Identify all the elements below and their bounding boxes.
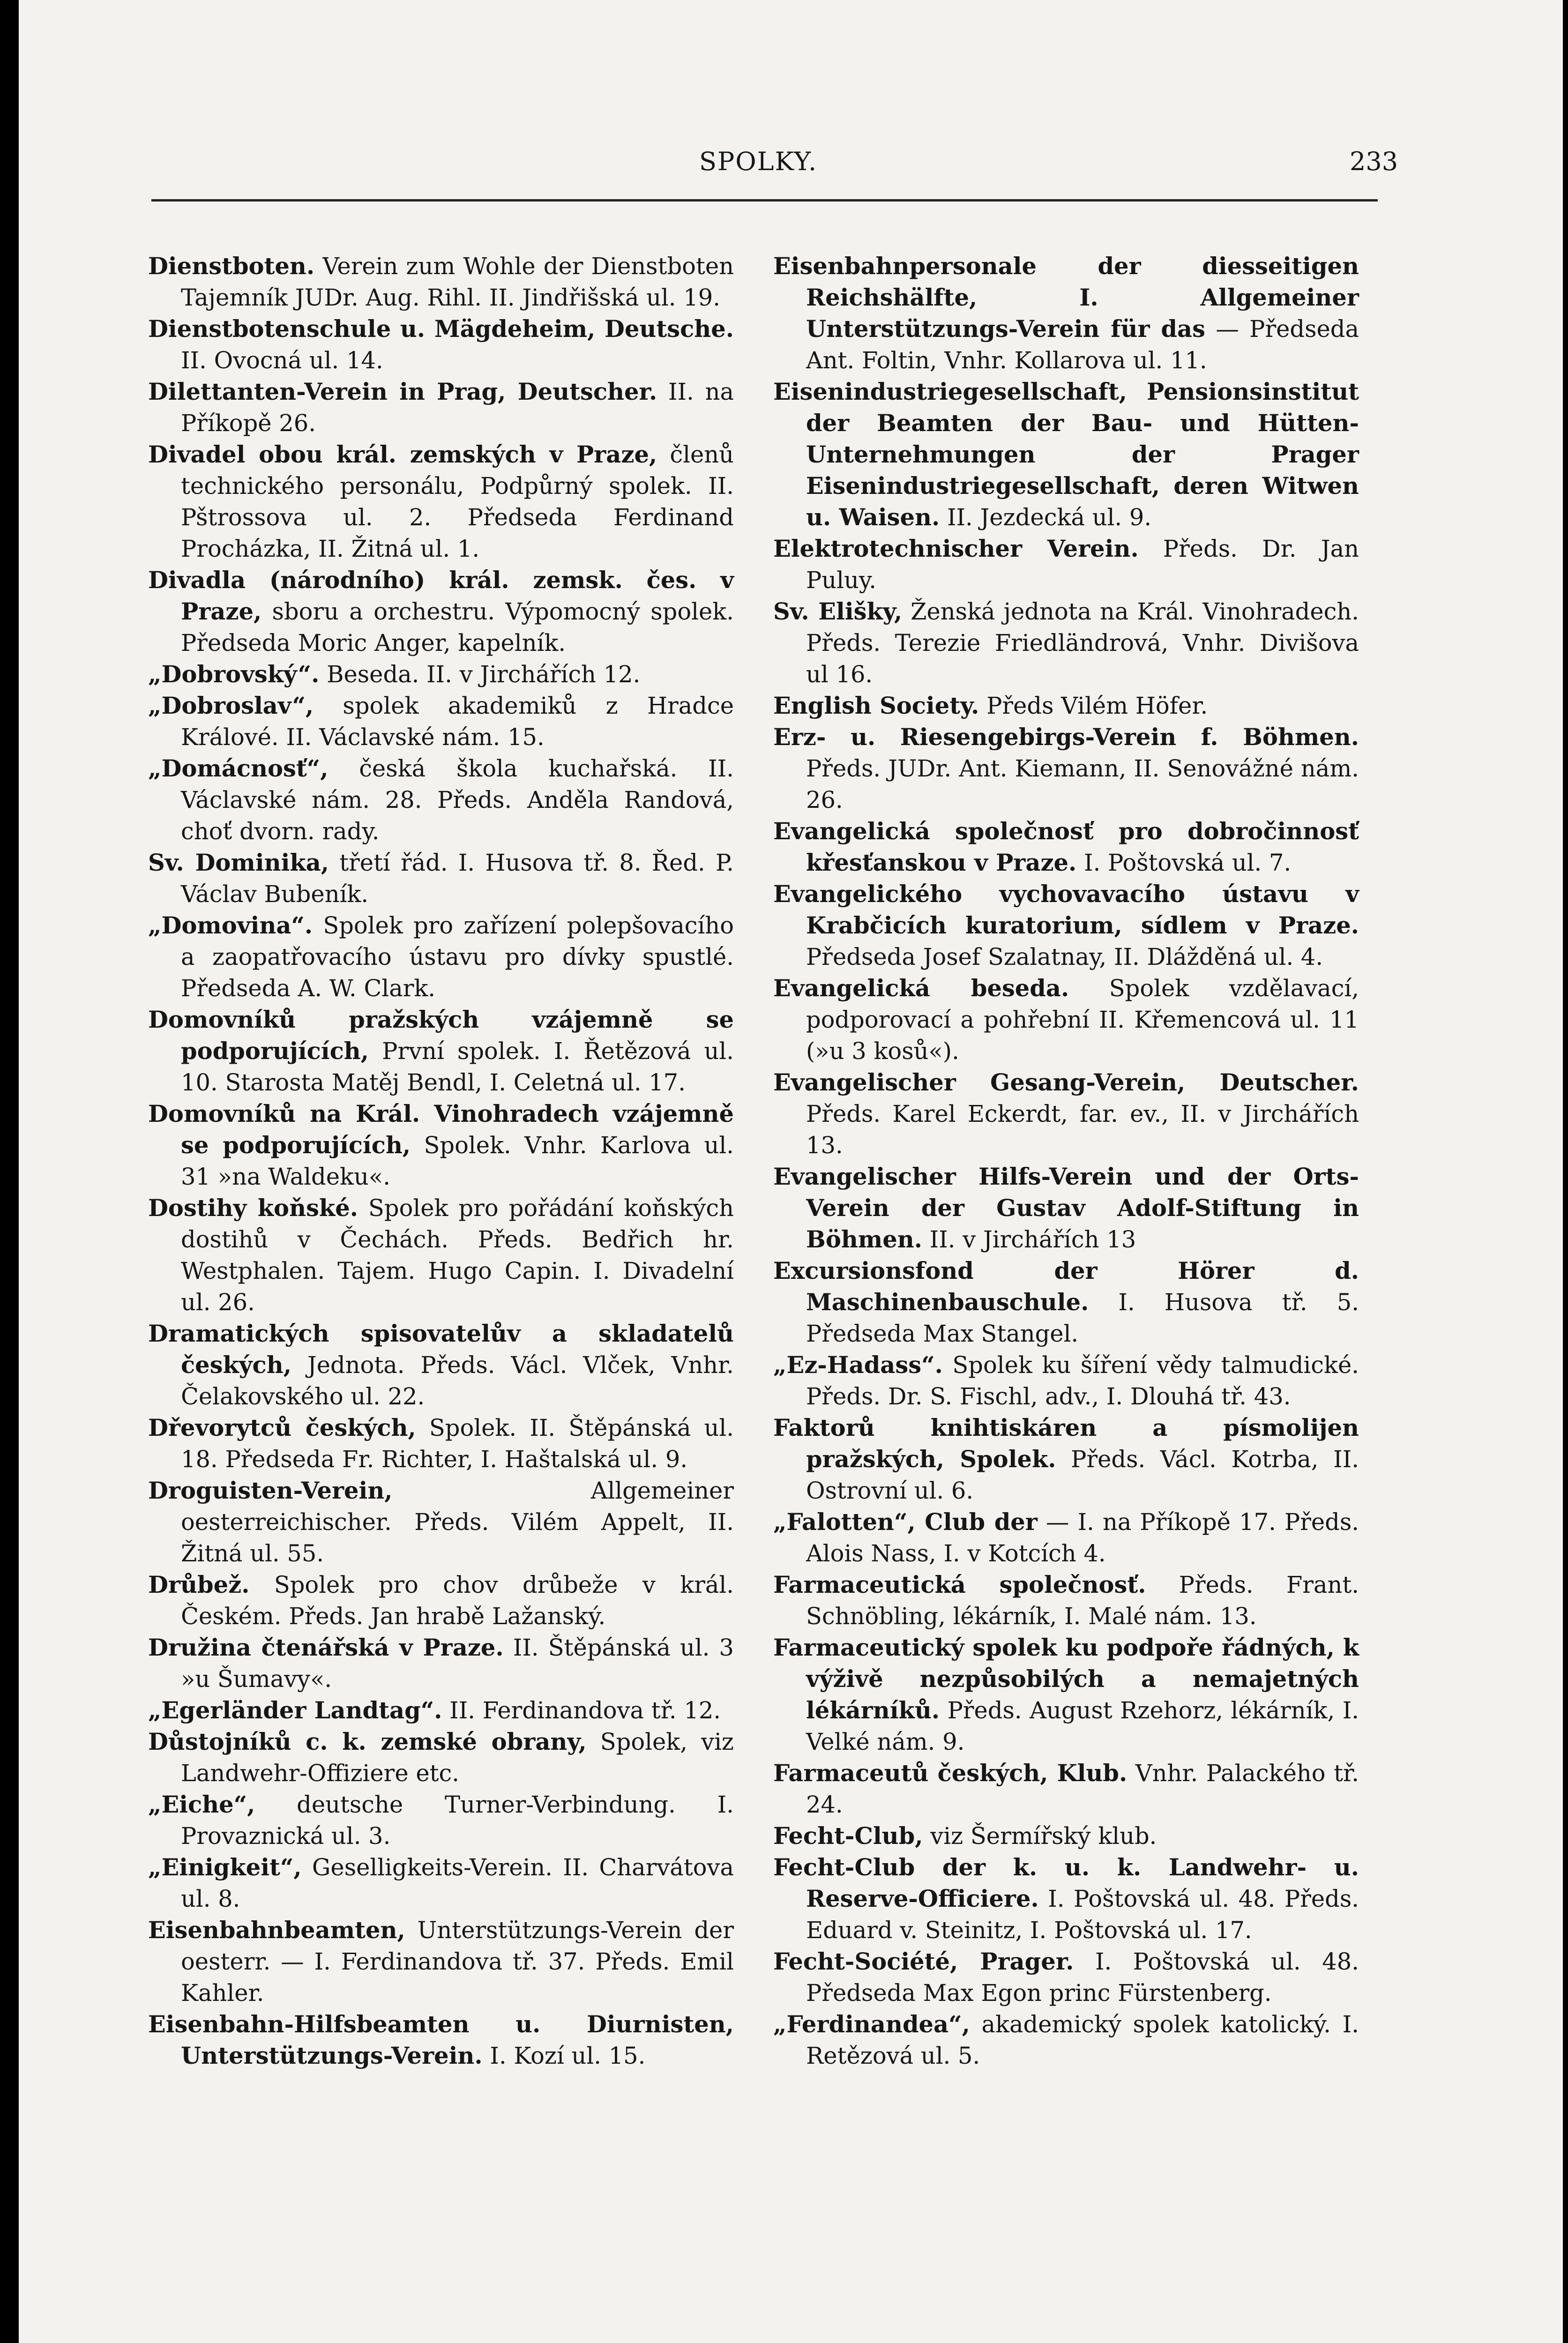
directory-entry bbox=[148, 1193, 734, 1318]
entry-heading: Excursionsfond der Hörer d. Maschinenbauschule. bbox=[773, 1257, 1359, 1316]
directory-entry bbox=[148, 1726, 734, 1789]
entry-heading: Domovníků na Král. Vinohradech vzájemně se podporujících, bbox=[148, 1100, 734, 1159]
entry-text: Allgemeiner oesterreichischer. Předs. Vilém Appelt, II. Žitná ul. 55. bbox=[181, 1477, 734, 1567]
entry-text: I. Kozí ul. 15. bbox=[482, 2042, 646, 2069]
entry-text: Spolek vzdělavací, podporovací a pohřební II. Křemencová ul. 11 (»u 3 kosů«). bbox=[806, 975, 1359, 1065]
entry-heading: Eisenbahnpersonale der diesseitigen Reichshälfte, I. Allgemeiner Unterstützungs-Verein für das bbox=[773, 253, 1359, 343]
entry-heading: Farmaceutická společnosť. bbox=[773, 1571, 1146, 1598]
directory-entry bbox=[148, 1412, 734, 1475]
entry-text: spolek akademiků z Hradce Králové. II. Václavské nám. 15. bbox=[181, 692, 734, 751]
directory-entry bbox=[773, 533, 1359, 596]
entry-heading: Faktorů knihtiskáren a písmolijen pražských, Spolek. bbox=[773, 1414, 1359, 1473]
entry-heading: Dilettanten-Verein in Prag, Deutscher. bbox=[148, 378, 657, 405]
entry-text: První spolek. I. Řetězová ul. 10. Starosta Matěj Bendl, I. Celetná ul. 17. bbox=[181, 1037, 734, 1096]
directory-entry bbox=[148, 1852, 734, 1915]
directory-entry bbox=[773, 1821, 1359, 1852]
entry-text: viz Šermířský klub. bbox=[923, 1822, 1157, 1850]
entry-heading: Farmaceutický spolek ku podpoře řádných, k výživě nezpůsobilých a nemajetných lékárníků. bbox=[773, 1634, 1359, 1724]
directory-entry bbox=[148, 1098, 734, 1193]
entry-text: členů technického personálu, Podpůrný spolek. II. Pštrossova ul. 2. Předseda Ferdinand Procházka, II. Žitná ul. 1. bbox=[181, 441, 734, 562]
entry-heading: Dramatických spisovatelův a skladatelů českých, bbox=[148, 1320, 734, 1379]
entry-heading: Dienstbotenschule u. Mägdeheim, Deutsche. bbox=[148, 315, 734, 343]
entry-text: Geselligkeits-Verein. II. Charvátova ul. 8. bbox=[181, 1854, 734, 1912]
directory-entry bbox=[148, 2009, 734, 2072]
entry-text: — Předseda Ant. Foltin, Vnhr. Kollarova ul. 11. bbox=[806, 315, 1359, 374]
directory-entry bbox=[773, 1758, 1359, 1821]
entry-heading: „Eiche“, bbox=[148, 1791, 255, 1818]
entry-text: Spolek. Vnhr. Karlova ul. 31 »na Waldeku«. bbox=[181, 1132, 734, 1190]
entry-heading: Sv. Elišky, bbox=[773, 598, 903, 625]
entry-heading: Evangelická společnosť pro dobročinnosť křesťanskou v Praze. bbox=[773, 818, 1359, 876]
entry-text: II. na Příkopě 26. bbox=[181, 378, 734, 437]
entry-text: Spolek pro zařízení polepšovacího a zaopatřovacího ústavu pro dívky spustlé. Předseda A. W. Clark. bbox=[181, 912, 734, 1002]
directory-entry bbox=[148, 910, 734, 1004]
entry-text: Spolek ku šíření vědy talmudické. Předs. Dr. S. Fischl, adv., I. Dlouhá tř. 43. bbox=[806, 1351, 1359, 1410]
directory-entry bbox=[148, 753, 734, 847]
page-number: 233 bbox=[1350, 147, 1398, 176]
directory-entry bbox=[148, 1632, 734, 1695]
directory-entry bbox=[773, 1569, 1359, 1632]
directory-entry bbox=[773, 1946, 1359, 2009]
entry-heading: Evangelischer Gesang-Verein, Deutscher. bbox=[773, 1069, 1359, 1096]
directory-entry bbox=[148, 1004, 734, 1098]
entry-heading: Dienstboten. bbox=[148, 253, 315, 280]
entry-text: Předseda Josef Szalatnay, II. Dlážděná ul. 4. bbox=[806, 943, 1323, 970]
entry-text: Unterstützungs-Verein der oesterr. — I. Ferdinandova tř. 37. Předs. Emil Kahler. bbox=[181, 1917, 734, 2007]
directory-entry bbox=[773, 1255, 1359, 1350]
entry-text: česká škola kuchařská. II. Václavské nám. 28. Předs. Anděla Randová, choť dvorn. rady. bbox=[181, 755, 734, 845]
entry-heading: Fecht-Club, bbox=[773, 1822, 923, 1850]
entry-text: I. Husova tř. 5. Předseda Max Stangel. bbox=[806, 1289, 1359, 1347]
entry-text: II. v Jirchářích 13 bbox=[922, 1226, 1136, 1253]
entry-heading: „Domovina“. bbox=[148, 912, 313, 939]
entry-heading: Elektrotechnischer Verein. bbox=[773, 535, 1139, 562]
directory-entry bbox=[148, 847, 734, 910]
directory-entry bbox=[148, 659, 734, 690]
entry-text: Spolek, viz Landwehr-Offiziere etc. bbox=[181, 1728, 734, 1787]
entry-heading: „Dobroslav“, bbox=[148, 692, 314, 719]
entry-heading: Erz- u. Riesengebirgs-Verein f. Böhmen. bbox=[773, 724, 1359, 751]
running-title: SPOLKY. bbox=[699, 147, 818, 176]
entry-heading: Divadla (národního) král. zemsk. čes. v Praze, bbox=[148, 567, 734, 625]
entry-text: Předs. Dr. Jan Puluy. bbox=[806, 535, 1359, 594]
entry-text: I. Poštovská ul. 48. Předseda Max Egon princ Fürstenberg. bbox=[806, 1948, 1359, 2007]
directory-entry bbox=[773, 690, 1359, 722]
entry-heading: Družina čtenářská v Praze. bbox=[148, 1634, 504, 1661]
directory-entry bbox=[148, 1695, 734, 1726]
entry-heading: Eisenbahn-Hilfsbeamten u. Diurnisten, Unterstützungs-Verein. bbox=[148, 2011, 734, 2069]
directory-entry bbox=[148, 251, 734, 313]
entry-heading: Domovníků pražských vzájemně se podporujících, bbox=[148, 1006, 734, 1065]
directory-entry bbox=[773, 1632, 1359, 1758]
directory-entry bbox=[773, 1161, 1359, 1255]
directory-entry bbox=[773, 722, 1359, 816]
directory-entry bbox=[148, 1569, 734, 1632]
entry-heading: „Domácnosť“, bbox=[148, 755, 329, 782]
entry-text: Spolek. II. Štěpánská ul. 18. Předseda Fr. Richter, I. Haštalská ul. 9. bbox=[181, 1414, 734, 1473]
directory-entry bbox=[148, 1915, 734, 2009]
entry-text: Beseda. II. v Jirchářích 12. bbox=[319, 661, 641, 688]
directory-entry bbox=[773, 879, 1359, 973]
entry-heading: Evangelická beseda. bbox=[773, 975, 1069, 1002]
entry-text: Ženská jednota na Král. Vinohradech. Předs. Terezie Friedländrová, Vnhr. Divišova ul 16. bbox=[806, 598, 1359, 688]
entry-text: sboru a orchestru. Výpomocný spolek. Předseda Moric Anger, kapelník. bbox=[181, 598, 734, 657]
directory-entry bbox=[773, 816, 1359, 879]
entry-text: akademický spolek katolický. I. Retězová ul. 5. bbox=[806, 2011, 1359, 2069]
entry-text: Spolek pro pořádání koňských dostihů v Čechách. Předs. Bedřich hr. Westphalen. Tajem. Hugo Capin. I. Divadelní ul. 26. bbox=[181, 1194, 734, 1316]
header-rule bbox=[151, 199, 1378, 201]
left-column bbox=[148, 251, 734, 2072]
directory-entry bbox=[773, 1412, 1359, 1507]
directory-entry bbox=[773, 251, 1359, 376]
entry-text: Předs. Karel Eckerdt, far. ev., II. v Jirchářích 13. bbox=[806, 1100, 1359, 1159]
entry-text: Jednota. Předs. Václ. Vlček, Vnhr. Čelakovského ul. 22. bbox=[181, 1351, 734, 1410]
entry-heading: Fecht-Club der k. u. k. Landwehr- u. Reserve-Officiere. bbox=[773, 1854, 1359, 1912]
entry-heading: Sv. Dominika, bbox=[148, 849, 329, 876]
entry-text: třetí řád. I. Husova tř. 8. Řed. P. Václav Bubeník. bbox=[181, 849, 734, 908]
page-header bbox=[19, 143, 1563, 180]
entry-text: Předs. August Rzehorz, lékárník, I. Velké nám. 9. bbox=[806, 1697, 1359, 1755]
directory-entry bbox=[773, 596, 1359, 690]
entry-text: I. Poštovská ul. 7. bbox=[1076, 849, 1292, 876]
entry-heading: „Egerländer Landtag“. bbox=[148, 1697, 442, 1724]
directory-entry bbox=[773, 1852, 1359, 1946]
entry-heading: Dřevorytců českých, bbox=[148, 1414, 416, 1441]
directory-entry bbox=[773, 1067, 1359, 1161]
directory-entry bbox=[148, 439, 734, 565]
entry-heading: Důstojníků c. k. zemské obrany, bbox=[148, 1728, 587, 1755]
directory-entry bbox=[773, 2009, 1359, 2072]
entry-heading: Evangelischer Hilfs-Verein und der Orts-Verein der Gustav Adolf-Stiftung in Böhmen. bbox=[773, 1163, 1359, 1253]
directory-entry bbox=[148, 565, 734, 659]
entry-text: Vnhr. Palackého tř. 24. bbox=[806, 1760, 1359, 1818]
entry-heading: English Society. bbox=[773, 692, 979, 719]
entry-text: Předs. JUDr. Ant. Kiemann, II. Senovážné nám. 26. bbox=[806, 755, 1359, 813]
entry-heading: „Einigkeit“, bbox=[148, 1854, 302, 1881]
entry-heading: Dostihy koňské. bbox=[148, 1194, 358, 1222]
entry-heading: „Ferdinandea“, bbox=[773, 2011, 970, 2038]
entry-text: II. Štěpánská ul. 3 »u Šumavy«. bbox=[181, 1634, 734, 1693]
entry-text: I. Poštovská ul. 48. Předs. Eduard v. Steinitz, I. Poštovská ul. 17. bbox=[806, 1885, 1359, 1944]
entry-text: II. Ovocná ul. 14. bbox=[181, 347, 383, 374]
directory-entry bbox=[148, 690, 734, 753]
entry-heading: „Dobrovský“. bbox=[148, 661, 320, 688]
entry-text: Předs Vilém Höfer. bbox=[979, 692, 1208, 719]
right-column bbox=[773, 251, 1359, 2072]
entry-heading: Drůbež. bbox=[148, 1571, 250, 1598]
entry-heading: Evangelického vychovavacího ústavu v Krabčicích kuratorium, sídlem v Praze. bbox=[773, 880, 1359, 939]
directory-entry bbox=[773, 1507, 1359, 1569]
entry-heading: Divadel obou král. zemských v Praze, bbox=[148, 441, 657, 468]
entry-heading: Eisenbahnbeamten, bbox=[148, 1917, 405, 1944]
directory-entry bbox=[148, 1789, 734, 1852]
entry-heading: „Ez-Hadass“. bbox=[773, 1351, 943, 1379]
entry-text: Předs. Václ. Kotrba, II. Ostrovní ul. 6. bbox=[806, 1446, 1359, 1504]
entry-heading: „Falotten“, Club der bbox=[773, 1508, 1038, 1536]
entry-text: deutsche Turner-Verbindung. I. Provaznická ul. 3. bbox=[181, 1791, 734, 1850]
entry-text: II. Ferdinandova tř. 12. bbox=[442, 1697, 721, 1724]
directory-entry bbox=[773, 1350, 1359, 1412]
entry-text: Předs. Frant. Schnöbling, lékárník, I. Malé nám. 13. bbox=[806, 1571, 1359, 1630]
entry-heading: Farmaceutů českých, Klub. bbox=[773, 1760, 1127, 1787]
directory-entry bbox=[148, 1318, 734, 1412]
entry-text: Verein zum Wohle der Dienstboten Tajemník JUDr. Aug. Rihl. II. Jindřišská ul. 19. bbox=[181, 253, 734, 311]
entry-text: II. Jezdecká ul. 9. bbox=[940, 504, 1152, 531]
directory-entry bbox=[773, 376, 1359, 533]
entry-text: — I. na Příkopě 17. Předs. Alois Nass, I. v Kotcích 4. bbox=[806, 1508, 1359, 1567]
entry-heading: Eisenindustriegesellschaft, Pensionsinstitut der Beamten der Bau- und Hütten-Unternehmungen der Prager Eisenindustriegesellschaft, deren Witwen u. Waisen. bbox=[773, 378, 1359, 531]
directory-entry bbox=[148, 1475, 734, 1569]
entry-heading: Fecht-Société, Prager. bbox=[773, 1948, 1074, 1975]
directory-entry bbox=[148, 376, 734, 439]
entry-text: Spolek pro chov drůbeže v král. Českém. Předs. Jan hrabě Lažanský. bbox=[181, 1571, 734, 1630]
directory-entry bbox=[773, 973, 1359, 1067]
entry-heading: Droguisten-Verein, bbox=[148, 1477, 393, 1504]
directory-entry bbox=[148, 313, 734, 376]
